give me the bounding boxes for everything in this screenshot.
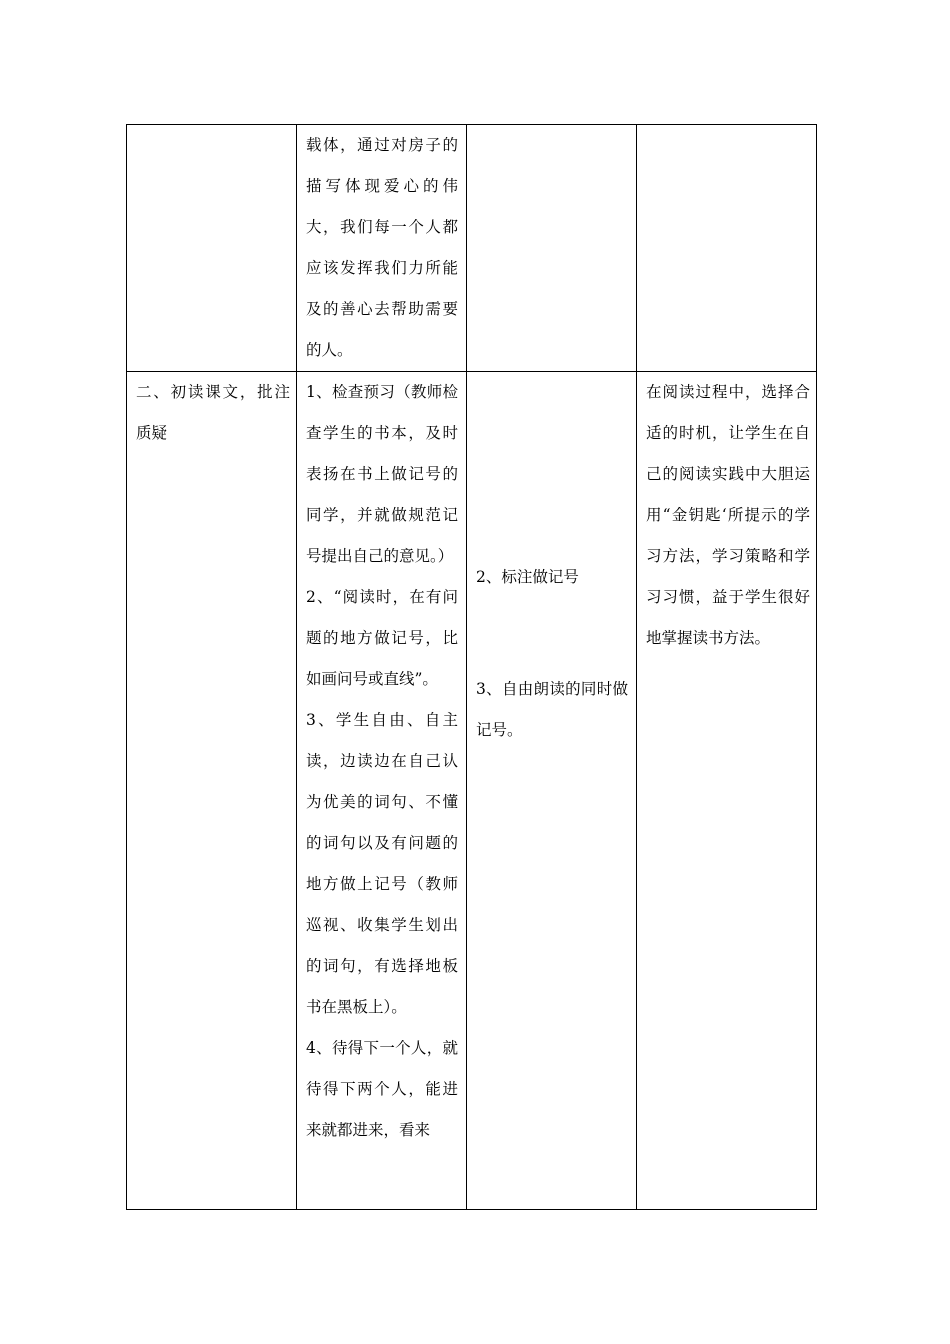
table-row [127,125,817,372]
table-cell-teacher [297,372,467,1210]
teacher-step-1: 1、检查预习（教师检查学生的书本，及时表扬在书上做记号的同学，并就做规范记号提出自己的意见。） [306,383,458,565]
table-cell-intent [637,125,817,372]
teacher-activity-text: 载体，通过对房子的描写体现爱心的伟大，我们每一个人都应该发挥我们力所能及的善心去帮助需要的人。 [306,136,458,359]
table-row [127,372,817,1210]
table-cell-student [467,372,637,1210]
student-step-3: 3、自由朗读的同时做记号。 [476,680,628,739]
student-step-2: 2、标注做记号 [476,568,579,586]
teacher-step-2: 2、“阅读时，在有问题的地方做记号，比如画问号或直线”。 [306,588,458,688]
teacher-step-3: 3、学生自由、自主读，边读边在自己认为优美的词句、不懂的词句以及有问题的地方做上记号（教师巡视、收集学生划出的词句，有选择地板书在黑板上）。 [306,711,458,1016]
teacher-step-4: 4、待得下一个人，就待得下两个人，能进来就都进来，看来 [306,1039,458,1139]
table-cell-intent [637,372,817,1210]
lesson-plan-table [126,124,817,1210]
table-cell-stage [127,125,297,372]
table-cell-teacher [297,125,467,372]
stage-title: 二、初读课文，批注质疑 [136,383,290,442]
design-intent-text: 在阅读过程中，选择合适的时机，让学生在自己的阅读实践中大胆运用“金钥匙‘所提示的学习方法，学习策略和学习习惯，益于学生很好地掌握读书方法。 [646,383,810,647]
table-cell-stage [127,372,297,1210]
table-cell-student [467,125,637,372]
